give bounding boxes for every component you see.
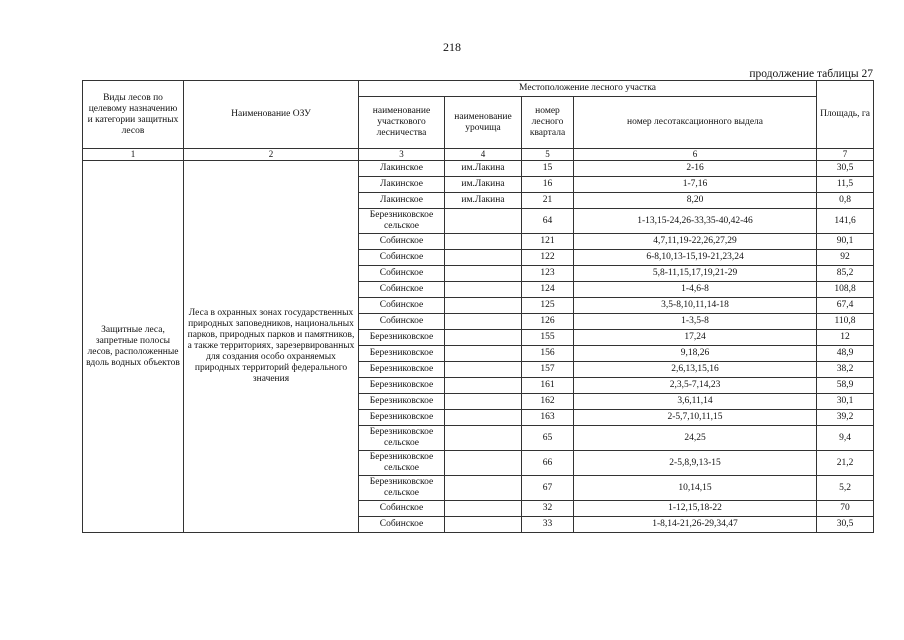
area-cell: 108,8 — [817, 282, 874, 298]
forestry-cell: Березниковское — [359, 346, 445, 362]
tract-cell — [445, 378, 522, 394]
page-number: 218 — [443, 40, 461, 54]
quarter-cell: 65 — [522, 426, 574, 451]
forestry-cell: Лакинское — [359, 193, 445, 209]
header-area: Площадь, га — [817, 81, 874, 149]
area-cell: 30,1 — [817, 394, 874, 410]
forestry-cell: Собинское — [359, 234, 445, 250]
area-cell: 67,4 — [817, 298, 874, 314]
forestry-cell: Березниковское сельское — [359, 476, 445, 501]
tract-cell — [445, 451, 522, 476]
tract-cell: им.Лакина — [445, 161, 522, 177]
header-forest-type: Виды лесов по целевому назначению и категории защитных лесов — [83, 81, 184, 149]
tract-cell: им.Лакина — [445, 193, 522, 209]
forestry-cell: Березниковское сельское — [359, 426, 445, 451]
compartment-cell: 1-7,16 — [574, 177, 817, 193]
area-cell: 11,5 — [817, 177, 874, 193]
tract-cell — [445, 501, 522, 517]
tract-cell — [445, 314, 522, 330]
quarter-cell: 156 — [522, 346, 574, 362]
forest-table — [82, 80, 874, 533]
header-compartment: номер лесотаксационного выдела — [574, 97, 817, 149]
table-row — [83, 161, 874, 177]
quarter-cell: 15 — [522, 161, 574, 177]
quarter-cell: 64 — [522, 209, 574, 234]
forestry-cell: Березниковское — [359, 394, 445, 410]
forestry-cell: Собинское — [359, 250, 445, 266]
compartment-cell: 24,25 — [574, 426, 817, 451]
tract-cell: им.Лакина — [445, 177, 522, 193]
tract-cell — [445, 362, 522, 378]
forestry-cell: Собинское — [359, 266, 445, 282]
compartment-cell: 1-8,14-21,26-29,34,47 — [574, 517, 817, 533]
area-cell: 70 — [817, 501, 874, 517]
compartment-cell: 2-16 — [574, 161, 817, 177]
area-cell: 110,8 — [817, 314, 874, 330]
tract-cell — [445, 330, 522, 346]
area-cell: 30,5 — [817, 161, 874, 177]
forestry-cell: Собинское — [359, 501, 445, 517]
area-cell: 85,2 — [817, 266, 874, 282]
tract-cell — [445, 250, 522, 266]
column-number: 5 — [522, 149, 574, 161]
column-number: 7 — [817, 149, 874, 161]
forestry-cell: Березниковское — [359, 378, 445, 394]
forestry-cell: Березниковское сельское — [359, 209, 445, 234]
quarter-cell: 21 — [522, 193, 574, 209]
forestry-cell: Березниковское — [359, 362, 445, 378]
forestry-cell: Березниковское сельское — [359, 451, 445, 476]
compartment-cell: 8,20 — [574, 193, 817, 209]
ozu-name-cell: Леса в охранных зонах государственных природных заповедников, национальных парков, природных парков и памятников, а также территориях, зарезервированных для создания особо охраняемых природных территорий федерального значения — [184, 161, 359, 533]
compartment-cell: 4,7,11,19-22,26,27,29 — [574, 234, 817, 250]
forest-type-cell: Защитные леса, запретные полосы лесов, расположенные вдоль водных объектов — [83, 161, 184, 533]
quarter-cell: 155 — [522, 330, 574, 346]
quarter-cell: 125 — [522, 298, 574, 314]
area-cell: 30,5 — [817, 517, 874, 533]
tract-cell — [445, 410, 522, 426]
tract-cell — [445, 476, 522, 501]
compartment-cell: 9,18,26 — [574, 346, 817, 362]
compartment-cell: 2-5,7,10,11,15 — [574, 410, 817, 426]
area-cell: 0,8 — [817, 193, 874, 209]
tract-cell — [445, 517, 522, 533]
forestry-cell: Собинское — [359, 282, 445, 298]
forestry-cell: Собинское — [359, 517, 445, 533]
column-number: 2 — [184, 149, 359, 161]
compartment-cell: 1-13,15-24,26-33,35-40,42-46 — [574, 209, 817, 234]
forestry-cell: Березниковское — [359, 330, 445, 346]
column-number: 4 — [445, 149, 522, 161]
column-number: 1 — [83, 149, 184, 161]
compartment-cell: 17,24 — [574, 330, 817, 346]
compartment-cell: 2,3,5-7,14,23 — [574, 378, 817, 394]
quarter-cell: 66 — [522, 451, 574, 476]
area-cell: 12 — [817, 330, 874, 346]
compartment-cell: 2-5,8,9,13-15 — [574, 451, 817, 476]
forestry-cell: Собинское — [359, 314, 445, 330]
header-quarter: номер лесного квартала — [522, 97, 574, 149]
quarter-cell: 162 — [522, 394, 574, 410]
quarter-cell: 126 — [522, 314, 574, 330]
quarter-cell: 16 — [522, 177, 574, 193]
tract-cell — [445, 426, 522, 451]
quarter-cell: 67 — [522, 476, 574, 501]
quarter-cell: 123 — [522, 266, 574, 282]
compartment-cell: 2,6,13,15,16 — [574, 362, 817, 378]
quarter-cell: 124 — [522, 282, 574, 298]
quarter-cell: 163 — [522, 410, 574, 426]
area-cell: 9,4 — [817, 426, 874, 451]
header-forestry: наименование участкового лесничества — [359, 97, 445, 149]
forestry-cell: Березниковское — [359, 410, 445, 426]
compartment-cell: 3,6,11,14 — [574, 394, 817, 410]
quarter-cell: 157 — [522, 362, 574, 378]
tract-cell — [445, 209, 522, 234]
tract-cell — [445, 282, 522, 298]
quarter-cell: 33 — [522, 517, 574, 533]
header-ozu-name: Наименование ОЗУ — [184, 81, 359, 149]
compartment-cell: 6-8,10,13-15,19-21,23,24 — [574, 250, 817, 266]
area-cell: 92 — [817, 250, 874, 266]
quarter-cell: 32 — [522, 501, 574, 517]
tract-cell — [445, 266, 522, 282]
forestry-cell: Собинское — [359, 298, 445, 314]
column-number: 3 — [359, 149, 445, 161]
area-cell: 39,2 — [817, 410, 874, 426]
column-number-row — [83, 149, 874, 161]
quarter-cell: 122 — [522, 250, 574, 266]
forestry-cell: Лакинское — [359, 161, 445, 177]
column-number: 6 — [574, 149, 817, 161]
tract-cell — [445, 394, 522, 410]
quarter-cell: 121 — [522, 234, 574, 250]
compartment-cell: 1-3,5-8 — [574, 314, 817, 330]
quarter-cell: 161 — [522, 378, 574, 394]
tract-cell — [445, 234, 522, 250]
tract-cell — [445, 346, 522, 362]
area-cell: 90,1 — [817, 234, 874, 250]
area-cell: 48,9 — [817, 346, 874, 362]
area-cell: 21,2 — [817, 451, 874, 476]
compartment-cell: 5,8-11,15,17,19,21-29 — [574, 266, 817, 282]
compartment-cell: 10,14,15 — [574, 476, 817, 501]
compartment-cell: 1-4,6-8 — [574, 282, 817, 298]
area-cell: 141,6 — [817, 209, 874, 234]
forestry-cell: Лакинское — [359, 177, 445, 193]
compartment-cell: 3,5-8,10,11,14-18 — [574, 298, 817, 314]
tract-cell — [445, 298, 522, 314]
continuation-label: продолжение таблицы 27 — [749, 68, 873, 80]
compartment-cell: 1-12,15,18-22 — [574, 501, 817, 517]
header-tract: наименование урочища — [445, 97, 522, 149]
area-cell: 38,2 — [817, 362, 874, 378]
area-cell: 5,2 — [817, 476, 874, 501]
header-location: Местоположение лесного участка — [359, 81, 817, 97]
area-cell: 58,9 — [817, 378, 874, 394]
